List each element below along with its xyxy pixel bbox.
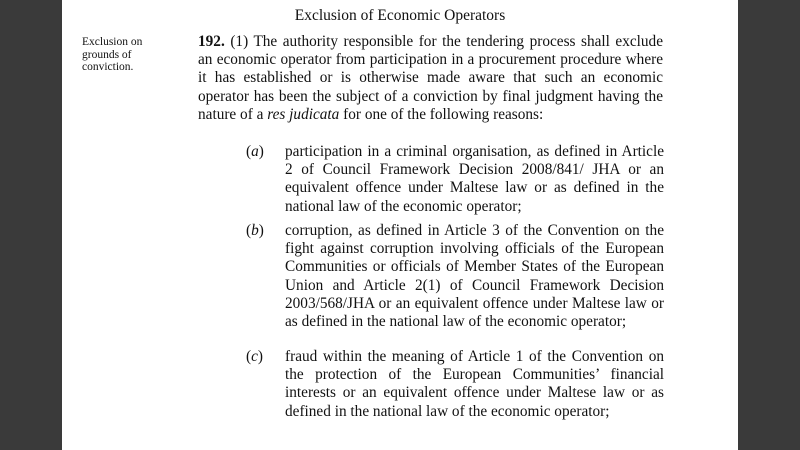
list-item-text: corruption, as defined in Article 3 of the Convention on the fight against corruption involving officials of the European Communities or officials of Member States of the European Union and Article 2(1) of Council Framework Decision 2003/568/JHA or an equivalent offence under Maltese law or as defined in the national law of the economic operator; — [285, 222, 664, 331]
list-item-label: (c) — [246, 348, 264, 365]
margin-note: Exclusion on grounds of conviction. — [82, 36, 143, 73]
list-item-text: participation in a criminal organisation, as defined in Article 2 of Council Framework Decision 2008/841/ JHA or an equivalent offence under Maltese law or as defined in the national law of the economic operator; — [285, 143, 664, 215]
list-item-label: (a) — [246, 143, 264, 160]
section-italic-term: res judicata — [267, 105, 340, 123]
document-page — [62, 0, 738, 450]
list-item-label: (b) — [246, 222, 264, 239]
section-text-end: for one of the following reasons: — [343, 105, 544, 123]
section-text-main: The authority responsible for the tendering process shall exclude an economic operator from participation in a procurement procedure where it has established or is otherwise made aware that such an economic operator has been the subject of a conviction by final judgment having the nature of a — [198, 33, 663, 123]
part-heading: Exclusion of Economic Operators — [294, 7, 506, 24]
section-192-paragraph — [198, 33, 663, 124]
viewer-right-margin — [738, 0, 800, 450]
subsection-number: (1) — [230, 33, 249, 50]
viewer-left-margin — [0, 0, 62, 450]
section-number: 192. — [198, 33, 225, 50]
list-item-text: fraud within the meaning of Article 1 of the Convention on the protection of the European Communities’ financial interests or an equivalent offence under Maltese law or as defined in the national law of the economic operator; — [285, 348, 664, 420]
